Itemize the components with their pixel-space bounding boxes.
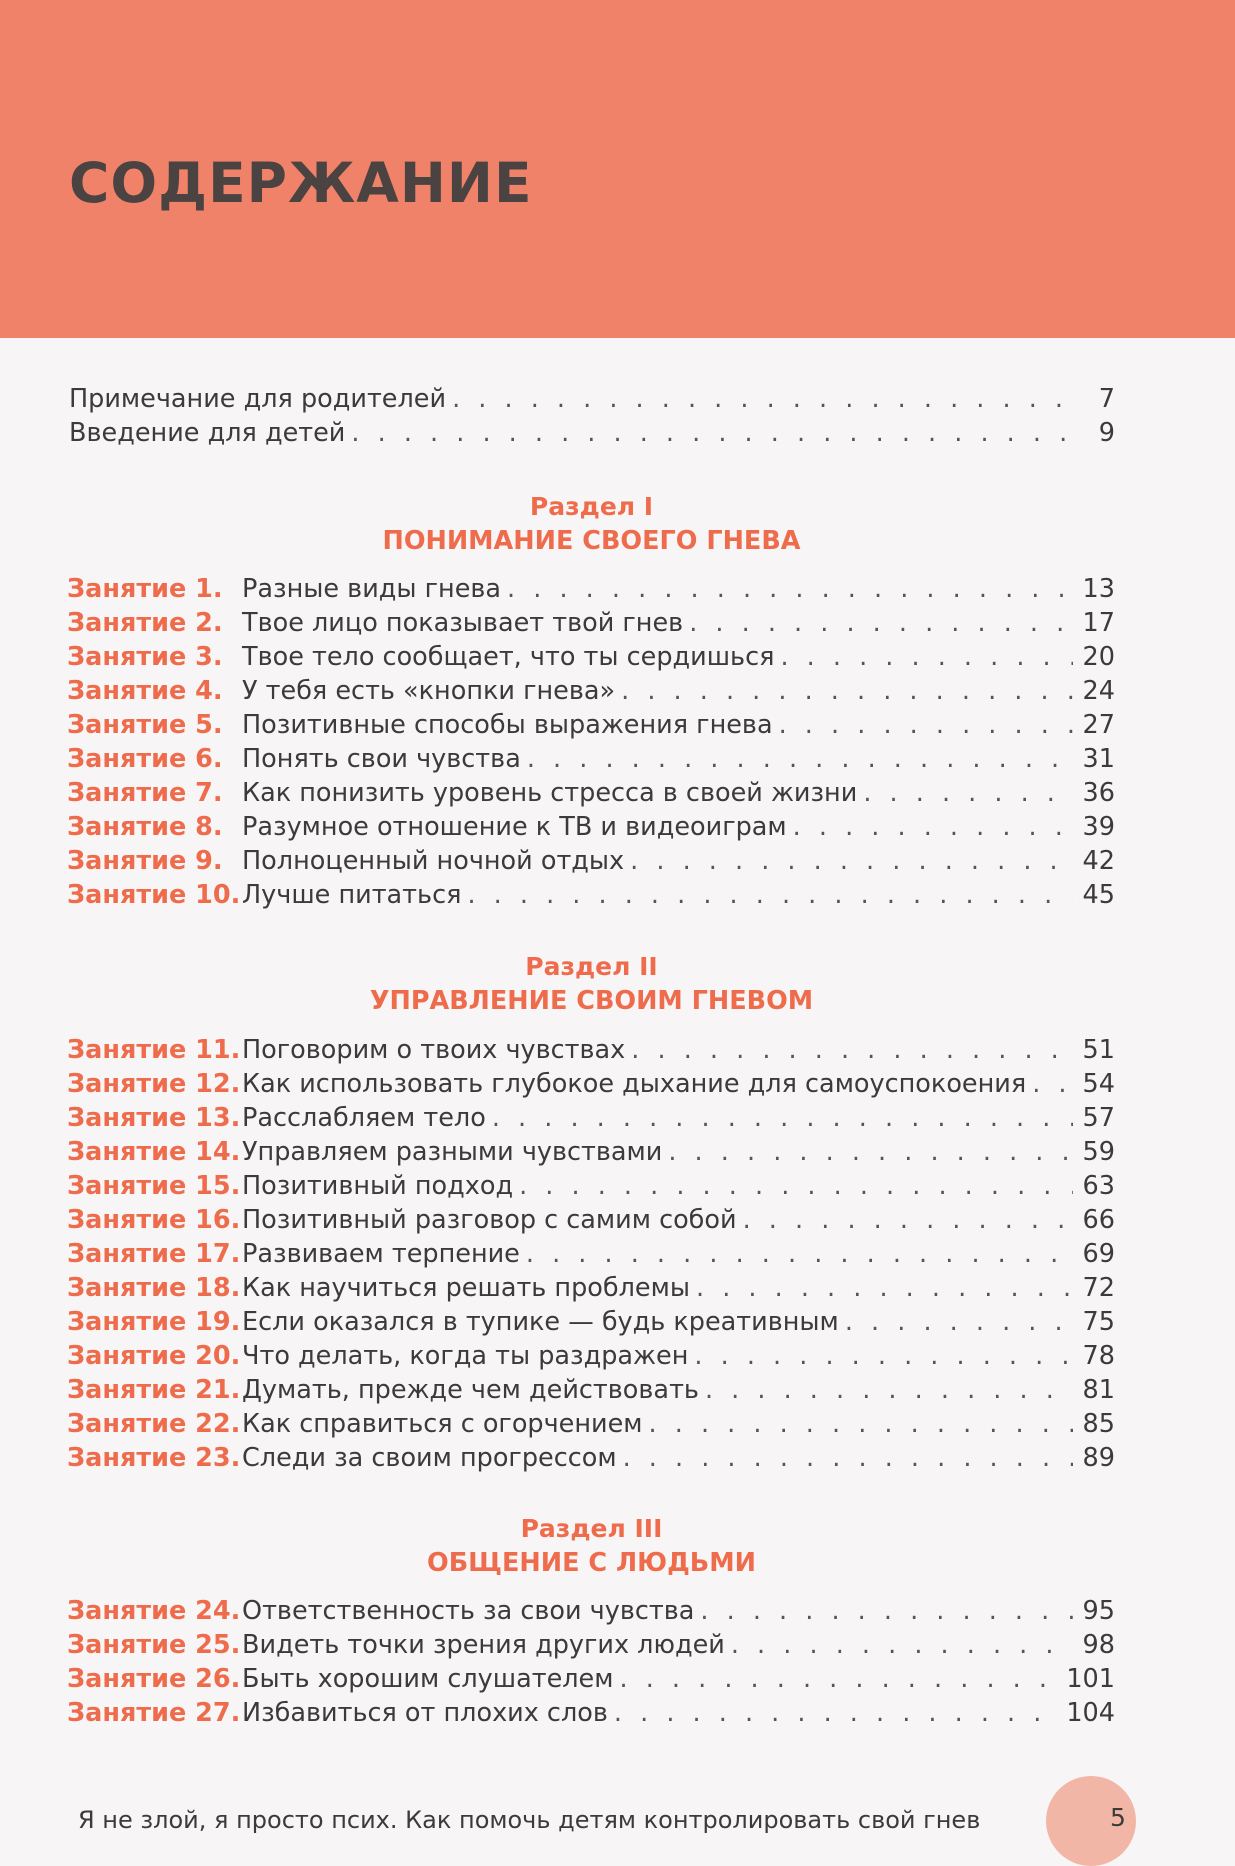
lesson-page: 51 bbox=[1082, 1035, 1115, 1065]
dot-leader bbox=[492, 1101, 1073, 1135]
lesson-page: 39 bbox=[1082, 812, 1115, 842]
toc-lesson-row bbox=[67, 1203, 1115, 1237]
lesson-page: 101 bbox=[1066, 1664, 1115, 1694]
lesson-number: Занятие 6. bbox=[67, 744, 223, 774]
dot-leader bbox=[507, 572, 1073, 606]
toc-lesson-row bbox=[67, 1271, 1115, 1305]
dot-leader bbox=[700, 1594, 1073, 1628]
lesson-page: 95 bbox=[1082, 1596, 1115, 1626]
lesson-number: Занятие 27. bbox=[67, 1698, 241, 1728]
dot-leader bbox=[845, 1305, 1073, 1339]
dot-leader bbox=[467, 878, 1073, 912]
lesson-number: Занятие 11. bbox=[67, 1035, 241, 1065]
toc-lesson-row bbox=[67, 674, 1115, 708]
toc-entry-kids-intro bbox=[69, 416, 1115, 450]
lesson-page: 31 bbox=[1082, 744, 1115, 774]
dot-leader bbox=[526, 1237, 1073, 1271]
lesson-page: 24 bbox=[1082, 676, 1115, 706]
lesson-title: Управляем разными чувствами bbox=[242, 1137, 663, 1167]
lesson-title: Быть хорошим слушателем bbox=[242, 1664, 614, 1694]
lesson-title: Твое лицо показывает твой гнев bbox=[242, 608, 684, 638]
lesson-number: Занятие 3. bbox=[67, 642, 223, 672]
toc-lesson-row bbox=[67, 1169, 1115, 1203]
lesson-title: Позитивный подход bbox=[242, 1171, 514, 1201]
lesson-title: Думать, прежде чем действовать bbox=[242, 1375, 699, 1405]
lesson-number: Занятие 22. bbox=[67, 1409, 241, 1439]
lesson-number: Занятие 21. bbox=[67, 1375, 241, 1405]
dot-leader bbox=[623, 1441, 1073, 1475]
lesson-title: Понять свои чувства bbox=[242, 744, 521, 774]
dot-leader bbox=[793, 810, 1073, 844]
lesson-title: Как понизить уровень стресса в своей жизни bbox=[242, 778, 858, 808]
toc-lesson-row bbox=[67, 844, 1115, 878]
lesson-title: Как справиться с огорчением bbox=[242, 1409, 643, 1439]
lesson-page: 89 bbox=[1082, 1443, 1115, 1473]
toc-entry-page: 7 bbox=[1098, 384, 1115, 414]
lesson-page: 104 bbox=[1066, 1698, 1115, 1728]
dot-leader bbox=[619, 1662, 1060, 1696]
lesson-number: Занятие 1. bbox=[67, 574, 223, 604]
lesson-number: Занятие 20. bbox=[67, 1341, 241, 1371]
lesson-number: Занятие 16. bbox=[67, 1205, 241, 1235]
toc-lesson-row bbox=[67, 1101, 1115, 1135]
lesson-number: Занятие 26. bbox=[67, 1664, 241, 1694]
toc-lesson-row bbox=[67, 1135, 1115, 1169]
lesson-number: Занятие 18. bbox=[67, 1273, 241, 1303]
dot-leader bbox=[614, 1696, 1060, 1730]
lesson-page: 59 bbox=[1082, 1137, 1115, 1167]
lesson-page: 45 bbox=[1082, 880, 1115, 910]
toc-lesson-row bbox=[67, 1237, 1115, 1271]
lesson-page: 75 bbox=[1082, 1307, 1115, 1337]
dot-leader bbox=[696, 1271, 1073, 1305]
lesson-number: Занятие 14. bbox=[67, 1137, 241, 1167]
lesson-title: Позитивные способы выражения гнева bbox=[242, 710, 773, 740]
toc-lesson-row bbox=[67, 1067, 1115, 1101]
toc-lesson-row bbox=[67, 776, 1115, 810]
lesson-number: Занятие 24. bbox=[67, 1596, 241, 1626]
toc-lesson-row bbox=[67, 640, 1115, 674]
lesson-title: Развиваем терпение bbox=[242, 1239, 520, 1269]
lesson-page: 81 bbox=[1082, 1375, 1115, 1405]
lesson-title: Если оказался в тупике — будь креативным bbox=[242, 1307, 839, 1337]
lesson-page: 42 bbox=[1082, 846, 1115, 876]
header-banner bbox=[0, 0, 1235, 338]
toc-lesson-row bbox=[67, 572, 1115, 606]
dot-leader bbox=[630, 844, 1073, 878]
toc-lesson-row bbox=[67, 1407, 1115, 1441]
lesson-title: Расслабляем тело bbox=[242, 1103, 486, 1133]
lesson-number: Занятие 7. bbox=[67, 778, 223, 808]
dot-leader bbox=[631, 1033, 1073, 1067]
lesson-number: Занятие 4. bbox=[67, 676, 223, 706]
lesson-title: Разные виды гнева bbox=[242, 574, 502, 604]
lesson-title: Как использовать глубокое дыхание для самоуспокоения bbox=[242, 1069, 1027, 1099]
lesson-title: Избавиться от плохих слов bbox=[242, 1698, 608, 1728]
dot-leader bbox=[527, 742, 1073, 776]
section-label: Раздел II bbox=[525, 952, 658, 981]
lesson-page: 98 bbox=[1082, 1630, 1115, 1660]
toc-lesson-row bbox=[67, 708, 1115, 742]
lesson-number: Занятие 12. bbox=[67, 1069, 241, 1099]
toc-entry-title: Примечание для родителей bbox=[69, 384, 447, 414]
lesson-number: Занятие 9. bbox=[67, 846, 223, 876]
toc-entry-parents-note bbox=[69, 382, 1115, 416]
lesson-page: 57 bbox=[1082, 1103, 1115, 1133]
toc-lesson-row bbox=[67, 1628, 1115, 1662]
lesson-title: Твое тело сообщает, что ты сердишься bbox=[242, 642, 775, 672]
toc-lesson-row bbox=[67, 1305, 1115, 1339]
lesson-title: Лучше питаться bbox=[242, 880, 462, 910]
lesson-page: 20 bbox=[1082, 642, 1115, 672]
dot-leader bbox=[780, 640, 1073, 674]
section-label: Раздел III bbox=[520, 1514, 663, 1543]
lesson-title: Что делать, когда ты раздражен bbox=[242, 1341, 689, 1371]
dot-leader bbox=[705, 1373, 1073, 1407]
lesson-page: 85 bbox=[1082, 1409, 1115, 1439]
lesson-title: Ответственность за свои чувства bbox=[242, 1596, 695, 1626]
toc-lesson-row bbox=[67, 742, 1115, 776]
dot-leader bbox=[779, 708, 1073, 742]
lesson-number: Занятие 10. bbox=[67, 880, 241, 910]
lesson-page: 27 bbox=[1082, 710, 1115, 740]
dot-leader bbox=[621, 674, 1073, 708]
dot-leader bbox=[694, 1339, 1073, 1373]
lesson-number: Занятие 8. bbox=[67, 812, 223, 842]
dot-leader bbox=[649, 1407, 1073, 1441]
toc-lesson-row bbox=[67, 1033, 1115, 1067]
lesson-page: 36 bbox=[1082, 778, 1115, 808]
toc-lesson-row bbox=[67, 1373, 1115, 1407]
dot-leader bbox=[668, 1135, 1073, 1169]
lesson-title: Следи за своим прогрессом bbox=[242, 1443, 617, 1473]
toc-lesson-row bbox=[67, 606, 1115, 640]
toc-lesson-row bbox=[67, 1662, 1115, 1696]
page-title: СОДЕРЖАНИЕ bbox=[69, 151, 533, 215]
toc-lesson-row bbox=[67, 1594, 1115, 1628]
lesson-title: У тебя есть «кнопки гнева» bbox=[242, 676, 616, 706]
lesson-number: Занятие 15. bbox=[67, 1171, 241, 1201]
toc-lesson-row bbox=[67, 1696, 1115, 1730]
lesson-number: Занятие 2. bbox=[67, 608, 223, 638]
toc-lesson-row bbox=[67, 878, 1115, 912]
dot-leader bbox=[863, 776, 1073, 810]
toc-lesson-row bbox=[67, 1339, 1115, 1373]
lesson-page: 78 bbox=[1082, 1341, 1115, 1371]
dot-leader bbox=[519, 1169, 1073, 1203]
dot-leader bbox=[1032, 1067, 1073, 1101]
dot-leader bbox=[351, 416, 1073, 450]
section-heading-3 bbox=[0, 1512, 1183, 1580]
dot-leader bbox=[452, 382, 1073, 416]
lesson-title: Полноценный ночной отдых bbox=[242, 846, 625, 876]
section-heading-2 bbox=[0, 950, 1183, 1018]
lesson-page: 54 bbox=[1082, 1069, 1115, 1099]
lesson-number: Занятие 25. bbox=[67, 1630, 241, 1660]
section-name: ОБЩЕНИЕ С ЛЮДЬМИ bbox=[427, 1548, 756, 1578]
section-name: УПРАВЛЕНИЕ СВОИМ ГНЕВОМ bbox=[369, 986, 814, 1016]
dot-leader bbox=[689, 606, 1073, 640]
lesson-page: 69 bbox=[1082, 1239, 1115, 1269]
section-heading-1 bbox=[0, 490, 1183, 558]
dot-leader bbox=[731, 1628, 1073, 1662]
lesson-number: Занятие 17. bbox=[67, 1239, 241, 1269]
lesson-number: Занятие 19. bbox=[67, 1307, 241, 1337]
lesson-number: Занятие 5. bbox=[67, 710, 223, 740]
toc-entry-title: Введение для детей bbox=[69, 418, 346, 448]
lesson-title: Позитивный разговор с самим собой bbox=[242, 1205, 737, 1235]
section-label: Раздел I bbox=[529, 492, 654, 521]
lesson-title: Как научиться решать проблемы bbox=[242, 1273, 690, 1303]
toc-entry-page: 9 bbox=[1098, 418, 1115, 448]
lesson-page: 13 bbox=[1082, 574, 1115, 604]
dot-leader bbox=[743, 1203, 1073, 1237]
lesson-title: Разумное отношение к ТВ и видеоиграм bbox=[242, 812, 787, 842]
lesson-page: 17 bbox=[1082, 608, 1115, 638]
toc-lesson-row bbox=[67, 810, 1115, 844]
lesson-title: Поговорим о твоих чувствах bbox=[242, 1035, 626, 1065]
lesson-page: 63 bbox=[1082, 1171, 1115, 1201]
page-number: 5 bbox=[1110, 1803, 1126, 1832]
running-footer: Я не злой, я просто псих. Как помочь детям контролировать свой гнев bbox=[78, 1806, 981, 1834]
toc-lesson-row bbox=[67, 1441, 1115, 1475]
section-name: ПОНИМАНИЕ СВОЕГО ГНЕВА bbox=[382, 526, 801, 556]
lesson-page: 72 bbox=[1082, 1273, 1115, 1303]
lesson-number: Занятие 13. bbox=[67, 1103, 241, 1133]
lesson-page: 66 bbox=[1082, 1205, 1115, 1235]
lesson-title: Видеть точки зрения других людей bbox=[242, 1630, 725, 1660]
lesson-number: Занятие 23. bbox=[67, 1443, 241, 1473]
